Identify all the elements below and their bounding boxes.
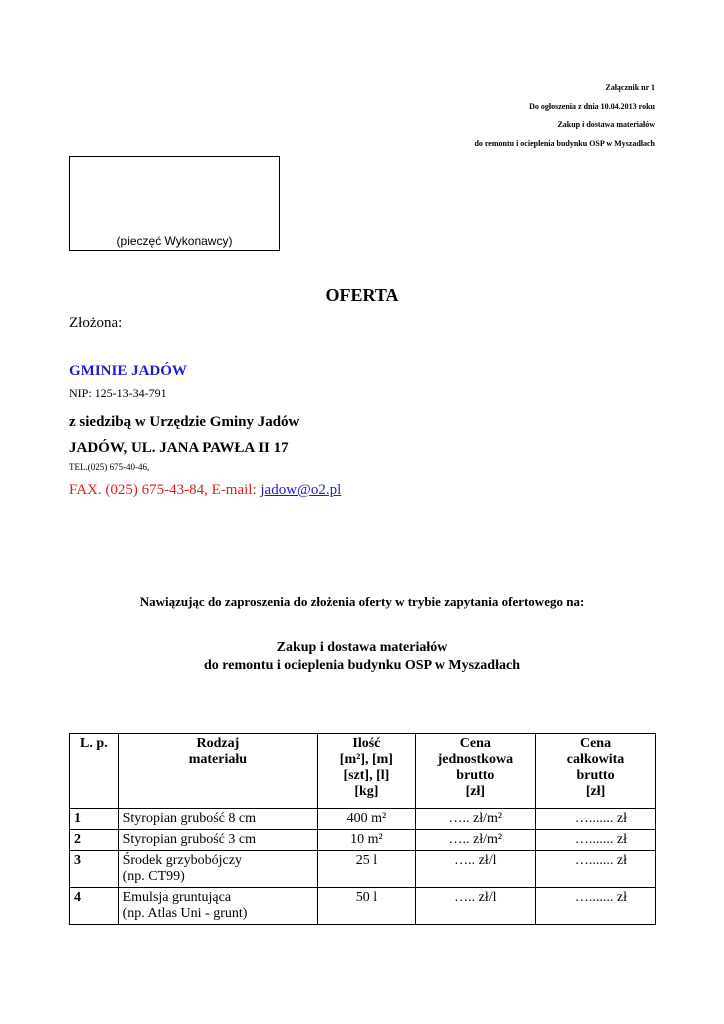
table-row <box>70 830 656 851</box>
intro-text: Nawiązując do zaproszenia do złożenia oferty w trybie zapytania ofertowego na: <box>139 594 585 609</box>
subject-line-1: Zakup i dostawa materiałów <box>276 640 448 655</box>
header-line: Ilość <box>352 736 381 751</box>
recipient-name: GMINIE JADÓW <box>69 363 187 379</box>
cell-total-price: …....... zł <box>536 809 656 830</box>
material-line: Emulsja gruntująca <box>122 890 232 905</box>
header-unit-price <box>415 734 535 809</box>
cell-lp: 2 <box>70 830 119 851</box>
header-line: całkowita <box>566 752 625 767</box>
cell-lp: 4 <box>70 888 119 925</box>
cell-lp: 1 <box>70 809 119 830</box>
recipient-seat: z siedzibą w Urzędzie Gminy Jadów <box>69 414 300 430</box>
cell-quantity: 50 l <box>318 888 415 925</box>
materials-table <box>69 733 656 925</box>
table-row <box>70 809 656 830</box>
cell-total-price: …....... zł <box>536 830 656 851</box>
material-line: Styropian grubość 3 cm <box>122 832 256 847</box>
header-line: [zł] <box>585 784 606 799</box>
header-lp <box>70 734 119 809</box>
procurement-title: Zakup i dostawa materiałów <box>557 120 655 129</box>
cell-quantity: 400 m² <box>318 809 415 830</box>
cell-quantity: 25 l <box>318 851 415 888</box>
header-line: materiału <box>188 752 248 767</box>
header-line: brutto <box>576 768 615 783</box>
attachment-number: Załącznik nr 1 <box>605 83 655 92</box>
cell-quantity: 10 m² <box>318 830 415 851</box>
recipient-fax-email <box>69 482 341 499</box>
material-line: (np. Atlas Uni - grunt) <box>122 906 248 921</box>
cell-material <box>118 888 318 925</box>
table-row <box>70 851 656 888</box>
cell-unit-price: ….. zł/l <box>415 888 535 925</box>
submitted-label: Złożona: <box>69 315 123 331</box>
table-row <box>70 888 656 925</box>
material-line: (np. CT99) <box>122 869 185 884</box>
header-quantity <box>318 734 415 809</box>
header-line: [m²], [m] <box>339 752 393 767</box>
email-link[interactable]: jadow@o2.pl <box>260 482 342 498</box>
header-line: jednostkowa <box>437 752 514 767</box>
header-total-price <box>536 734 656 809</box>
subject-line-2: do remontu i ocieplenia budynku OSP w Myszadłach <box>204 658 520 673</box>
fax-text: FAX. (025) 675-43-84, E-mail: <box>69 482 261 498</box>
material-line: Środek grzybobójczy <box>122 853 242 868</box>
header-line: L. p. <box>79 736 108 751</box>
cell-unit-price: ….. zł/l <box>415 851 535 888</box>
cell-material <box>118 851 318 888</box>
material-line: Styropian grubość 8 cm <box>122 811 256 826</box>
procurement-subtitle: do remontu i ocieplenia budynku OSP w Myszadłach <box>474 139 655 148</box>
cell-material <box>118 809 318 830</box>
header-material <box>118 734 318 809</box>
cell-total-price: …....... zł <box>536 888 656 925</box>
announcement-date: Do ogłoszenia z dnia 10.04.2013 roku <box>529 102 655 111</box>
contractor-stamp-box <box>69 156 280 251</box>
cell-unit-price: ….. zł/m² <box>415 809 535 830</box>
recipient-phone: TEL.(025) 675-40-46, <box>69 462 150 472</box>
table-header-row <box>70 734 656 809</box>
recipient-address: JADÓW, UL. JANA PAWŁA II 17 <box>69 440 289 456</box>
header-line: Cena <box>459 736 491 751</box>
document-title: OFERTA <box>325 285 399 305</box>
header-line: [szt], [l] <box>343 768 390 783</box>
header-line: Rodzaj <box>196 736 240 751</box>
cell-total-price: …....... zł <box>536 851 656 888</box>
cell-lp: 3 <box>70 851 119 888</box>
header-line: [zł] <box>465 784 486 799</box>
header-line: [kg] <box>354 784 379 799</box>
cell-material <box>118 830 318 851</box>
header-line: brutto <box>456 768 495 783</box>
cell-unit-price: ….. zł/m² <box>415 830 535 851</box>
header-line: Cena <box>579 736 612 751</box>
stamp-label: (pieczęć Wykonawcy) <box>116 234 233 248</box>
recipient-nip: NIP: 125-13-34-791 <box>69 386 167 400</box>
